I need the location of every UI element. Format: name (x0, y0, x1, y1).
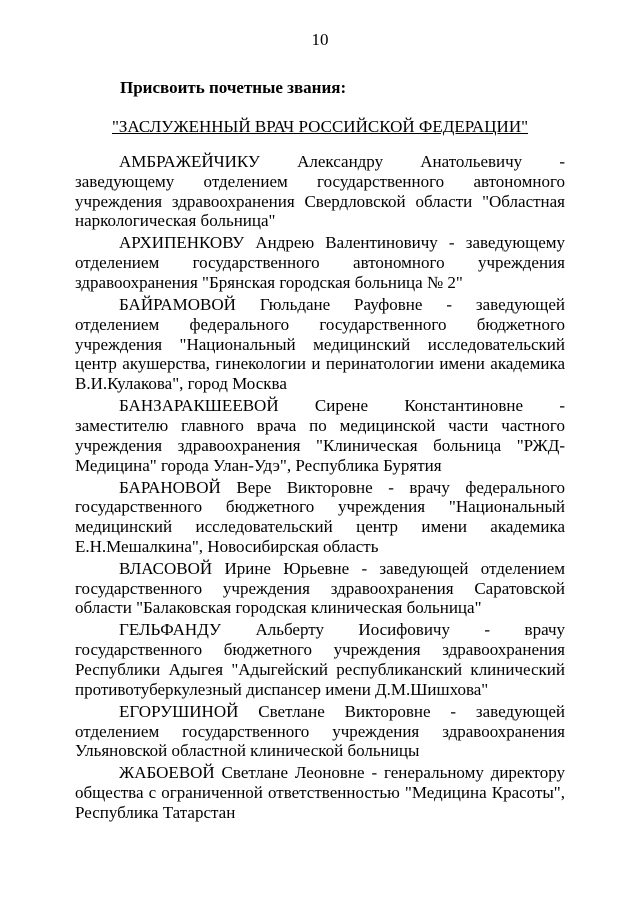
awardee-list (75, 152, 565, 825)
awardee-entry: БАНЗАРАКШЕЕВОЙ Сирене Константиновне - заместителю главного врача по медицинской части частного учреждения здравоохранения "Клиническая больница "РЖД-Медицина" города Улан-Удэ", Республика Бурятия (75, 396, 565, 475)
awardee-entry: ВЛАСОВОЙ Ирине Юрьевне - заведующей отделением государственного учреждения здравоохранения Саратовской области "Балаковская городская клиническая больница" (75, 558, 565, 618)
awardee-entry: АРХИПЕНКОВУ Андрею Валентиновичу - заведующему отделением государственного автономного учреждения здравоохранения "Брянская городская больница № 2" (75, 233, 565, 292)
awardee-entry: АМБРАЖЕЙЧИКУ Александру Анатольевичу - заведующему отделением государственного автономного учреждения здравоохранения Свердловской области "Областная наркологическая больница" (75, 152, 565, 231)
awardee-entry: БАРАНОВОЙ Вере Викторовне - врачу федерального государственного бюджетного учреждения "Национальный медицинский исследовательский центр имени академика Е.Н.Мешалкина", Новосибирская область (75, 477, 565, 556)
award-title: "ЗАСЛУЖЕННЫЙ ВРАЧ РОССИЙСКОЙ ФЕДЕРАЦИИ" (111, 117, 529, 136)
awardee-entry: ГЕЛЬФАНДУ Альберту Иосифовичу - врачу государственного бюджетного учреждения здравоохранения Республики Адыгея "Адыгейский республиканский клинический противотуберкулезный диспансер имени Д.М.Шишхова" (75, 620, 565, 699)
page-number: 10 (311, 30, 329, 49)
awardee-entry: ЖАБОЕВОЙ Светлане Леоновне - генеральному директору общества с ограниченной ответственностью "Медицина Красоты", Республика Татарстан (75, 763, 565, 822)
section-heading: Присвоить почетные звания: (120, 78, 347, 97)
awardee-entry: БАЙРАМОВОЙ Гюльдане Рауфовне - заведующей отделением федерального государственного бюджетного учреждения "Национальный медицинский исследовательский центр акушерства, гинекологии и перинатологии имени академика В.И.Кулакова", город Москва (75, 294, 565, 394)
awardee-entry: ЕГОРУШИНОЙ Светлане Викторовне - заведующей отделением государственного учреждения здравоохранения Ульяновской областной клинической больницы (75, 701, 565, 761)
